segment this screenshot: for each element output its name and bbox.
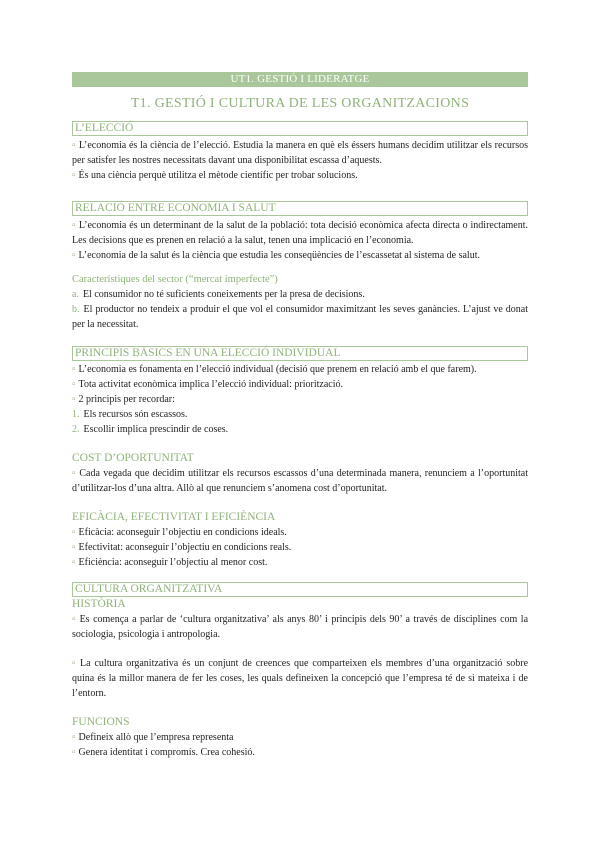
subsection-title-caracteristiques: Característiques del sector (“mercat imperfecte”) [72, 274, 278, 285]
bullet-icon: ▫ [72, 170, 76, 181]
list-item: ▫ 2 principis per recordar: [72, 394, 175, 405]
list-item: ▫ L’economia de la salut és la ciència que estudia les conseqüències de l’escassetat al sistema de salut. [72, 250, 480, 261]
bullet-icon: ▫ [72, 140, 76, 151]
section-title-eleccio: L’ELECCIÓ [72, 121, 528, 136]
list-item: ▫ Cada vegada que decidim utilitzar els recursos escassos d’una determinada manera, renunciem a l’oportunitat d’utilitzar-los d’una altra. Allò al que renunciem s’anomena cost d’oportunitat. [72, 468, 528, 494]
bullet-icon: ▫ [72, 732, 76, 743]
list-item: ▫ L’economia és la ciència de l’elecció. Estudia la manera en què els éssers humans decidim utilitzar els recursos per satisfer les nostres necessitats davant una disponibilitat escassa d’aquests. [72, 140, 528, 166]
bullet-icon: ▫ [72, 658, 77, 669]
section-title-cost: COST D’OPORTUNITAT [72, 452, 194, 464]
bullet-icon: ▫ [72, 250, 76, 261]
bullet-icon: ▫ [72, 527, 76, 538]
list-item: ▫ És una ciència perquè utilitza el mètode científic per trobar solucions. [72, 170, 358, 181]
document-content [72, 118, 528, 760]
unit-title-bar: UT1. GESTIÓ I LIDERATGE [72, 72, 528, 87]
list-item: ▫ Eficiència: aconseguir l’objectiu al menor cost. [72, 557, 268, 568]
list-item: ▫ Eficàcia: aconseguir l’objectiu en condicions ideals. [72, 527, 287, 538]
list-item: ▫ Tota activitat econòmica implica l’elecció individual: priorització. [72, 379, 344, 390]
bullet-icon: ▫ [72, 557, 76, 568]
section-title-cultura: CULTURA ORGANITZATIVA [72, 582, 528, 597]
list-item: b. El productor no tendeix a produir el que vol el consumidor maximitzant les seves ganàncies. L’ajust ve donat per la necessitat. [72, 304, 528, 330]
section-title-principis: PRINCIPIS BÀSICS EN UNA ELECCIÓ INDIVIDUAL [72, 346, 528, 361]
list-item: ▫ Efectivitat: aconseguir l’objectiu en condicions reals. [72, 542, 292, 553]
list-item: 2. Escollir implica prescindir de coses. [72, 424, 229, 435]
bullet-icon: ▫ [72, 468, 77, 479]
section-title-relacio: RELACIÓ ENTRE ECONOMIA I SALUT [72, 201, 528, 216]
list-item: ▫ Es comença a parlar de ‘cultura organitzativa’ als anys 80’ i principis dels 90’ a través de disciplines com la sociologia, psicologia i antropologia. [72, 614, 529, 640]
section-title-eficacia: EFICÀCIA, EFECTIVITAT I EFICIÈNCIA [72, 511, 276, 523]
list-item: 1. Els recursos són escassos. [72, 409, 188, 420]
list-item: ▫ Genera identitat i compromís. Crea cohesió. [72, 747, 255, 758]
bullet-icon: ▫ [72, 220, 76, 231]
list-item: a. El consumidor no té suficients coneixements per la presa de decisions. [72, 289, 365, 300]
list-item: ▫ Defineix allò que l’empresa representa [72, 732, 234, 743]
bullet-icon: ▫ [72, 614, 77, 625]
list-item: ▫ L’economia és un determinant de la salut de la població: tota decisió econòmica afecta directa o indirectament. Les decisions que es prenen en relació a la salut, tenen una implicació en l’economia. [72, 220, 528, 246]
list-item: ▫ L’economia es fonamenta en l’elecció individual (decisió que prenem en relació amb el que farem). [72, 364, 477, 375]
bullet-icon: ▫ [72, 394, 76, 405]
bullet-icon: ▫ [72, 364, 76, 375]
bullet-icon: ▫ [72, 379, 76, 390]
list-item: ▫ La cultura organitzativa és un conjunt de creences que comparteixen els membres d’una organització sobre quina és la millor manera de fer les coses, les quals defineixen la concepció que l’empresa té de si mateixa i de l’entorn. [72, 658, 529, 699]
chapter-title: T1. GESTIÓ I CULTURA DE LES ORGANITZACIONS [130, 96, 470, 111]
bullet-icon: ▫ [72, 747, 76, 758]
bullet-icon: ▫ [72, 542, 76, 553]
subsection-title-historia: HISTÒRIA [72, 598, 126, 610]
subsection-title-funcions: FUNCIONS [72, 716, 130, 728]
